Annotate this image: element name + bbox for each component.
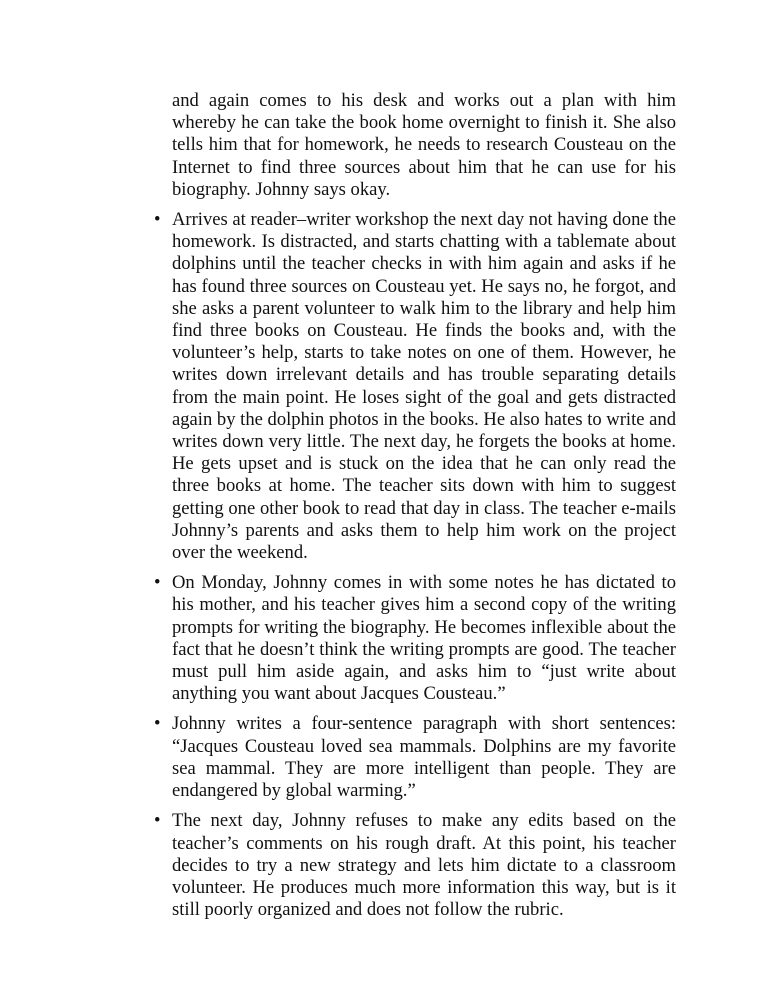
bullet-marker: • bbox=[154, 713, 161, 735]
bullet-marker: • bbox=[154, 810, 161, 832]
bullet-text: The next day, Johnny refuses to make any edits based on the teacher’s comments on his rough draft. At this point, his teacher decides to try a new strategy and lets him dictate to a classroom volunteer. He produces much more information this way, but is it still poorly organized and does not follow the rubric. bbox=[172, 810, 676, 921]
bullet-item-1 bbox=[154, 209, 676, 564]
bullet-text: Arrives at reader–writer workshop the next day not having done the homework. Is distracted, and starts chatting with a tablemate about dolphins until the teacher checks in with him again and asks if he has found three sources on Cousteau yet. He says no, he forgot, and she asks a parent volunteer to walk him to the library and help him find three books on Cousteau. He finds the books and, with the volunteer’s help, starts to take notes on one of them. However, he writes down irrelevant details and has trouble separating details from the main point. He loses sight of the goal and gets distracted again by the dolphin photos in the books. He also hates to write and writes down very little. The next day, he forgets the books at home. He gets upset and is stuck on the idea that he can only read the three books at home. The teacher sits down with him to suggest getting one other book to read that day in class. The teacher e-mails Johnny’s parents and asks them to help him work on the project over the weekend. bbox=[172, 209, 677, 564]
body-text bbox=[154, 90, 676, 929]
bullet-marker: • bbox=[154, 209, 161, 231]
bullet-item-2 bbox=[154, 572, 676, 705]
bullet-item-4 bbox=[154, 810, 676, 921]
bullet-item-3 bbox=[154, 713, 676, 802]
bullet-marker: • bbox=[154, 572, 161, 594]
bullet-text: Johnny writes a four-sentence paragraph with short sentences: “Jacques Cousteau loved sea mammals. Dolphins are my favorite sea mammal. They are more intelligent than people. They are endangered by global warming.” bbox=[172, 713, 676, 802]
bullet-text: On Monday, Johnny comes in with some notes he has dictated to his mother, and his teacher gives him a second copy of the writing prompts for writing the biography. He becomes inflexible about the fact that he doesn’t think the writing prompts are good. The teacher must pull him aside again, and asks him to “just write about anything you want about Jacques Cousteau.” bbox=[172, 572, 676, 705]
continuation-paragraph: and again comes to his desk and works out a plan with him whereby he can take the book home overnight to finish it. She also tells him that for homework, he needs to research Cousteau on the Internet to find three sources about him that he can use for his biography. Johnny says okay. bbox=[172, 90, 676, 200]
